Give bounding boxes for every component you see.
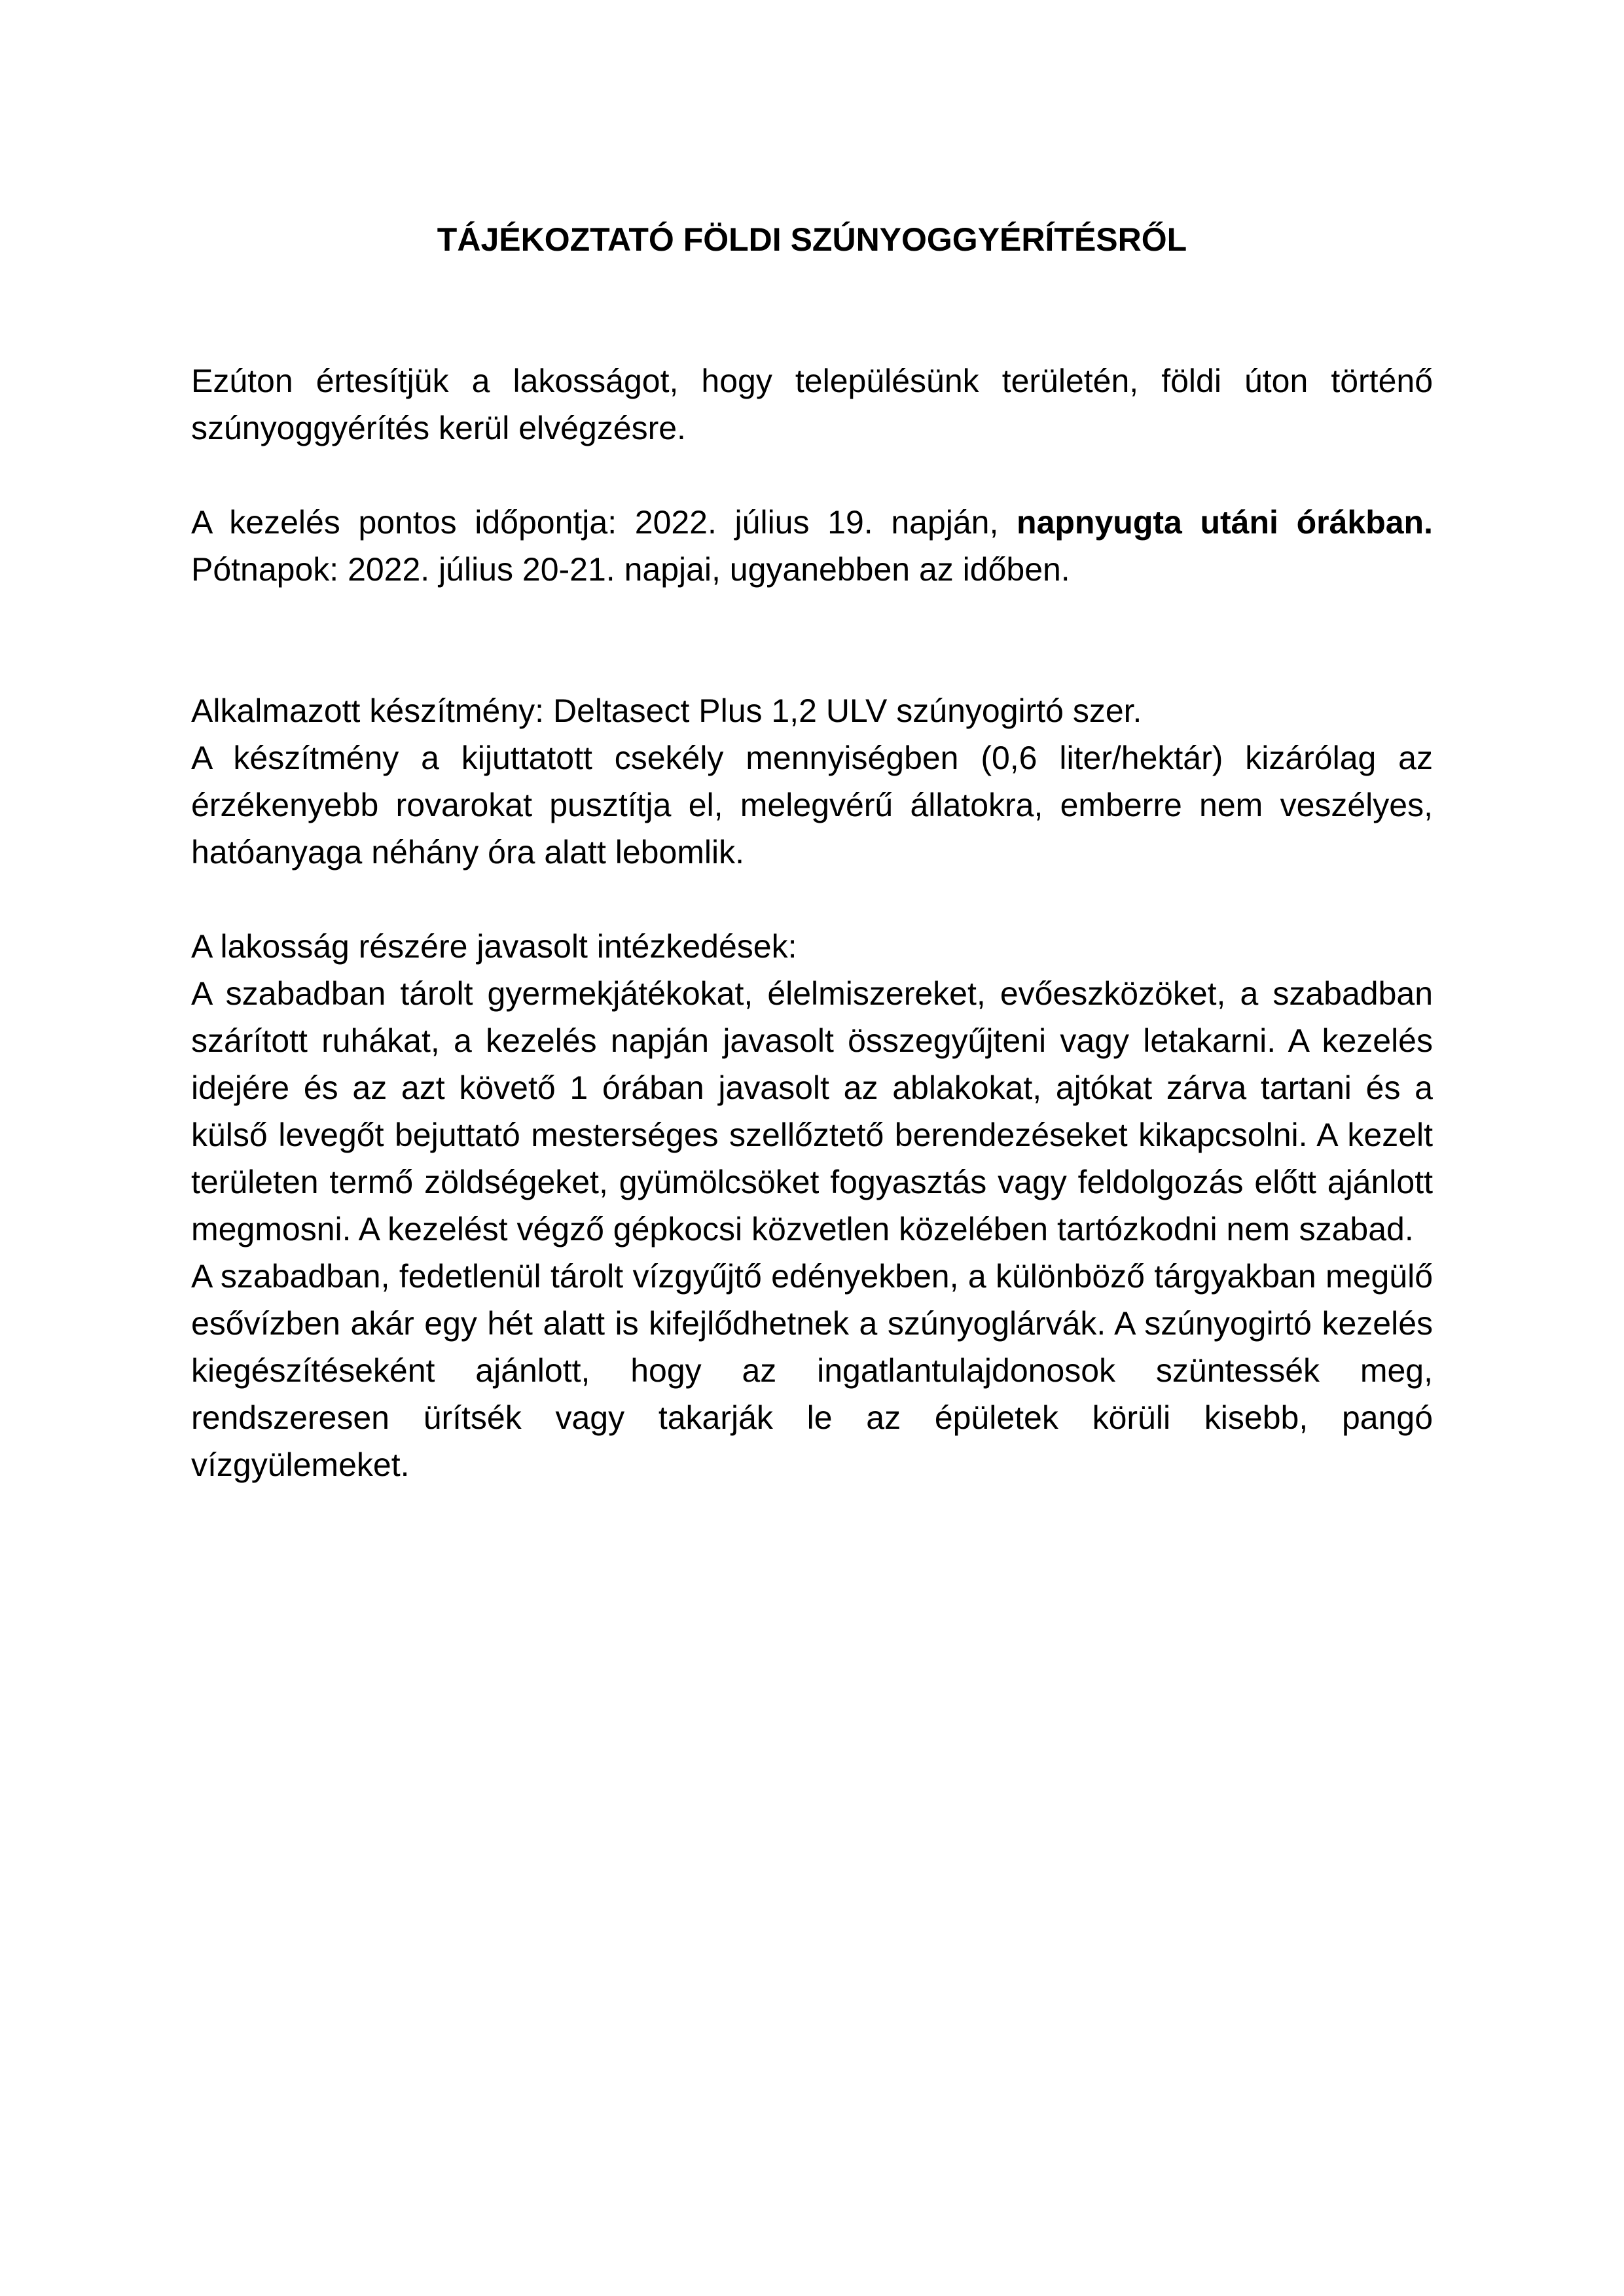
paragraph-schedule — [191, 499, 1433, 593]
paragraph-measures-body-1: A szabadban tárolt gyermekjátékokat, élelmiszereket, evőeszközöket, a szabadban szárított ruhákat, a kezelés napján javasolt összegyűjteni vagy letakarni. A kezelés idejére és az azt követő 1 órában javasolt az ablakokat, ajtókat zárva tartani és a külső levegőt bejuttató mesterséges szellőztető berendezéseket kikapcsolni. A kezelt területen termő zöldségeket, gyümölcsöket fogyasztás vagy feldolgozás előtt ajánlott megmosni. A kezelést végző gépkocsi közvetlen közelében tartózkodni nem szabad. — [191, 975, 1433, 1247]
schedule-text-before-bold: A kezelés pontos időpontja: 2022. július 19. napján, — [191, 504, 1017, 541]
document-title: TÁJÉKOZTATÓ FÖLDI SZÚNYOGGYÉRÍTÉSRŐL — [437, 221, 1187, 258]
paragraph-intro: Ezúton értesítjük a lakosságot, hogy településünk területén, földi úton történő szúnyoggyérítés kerül elvégzésre. — [191, 363, 1433, 446]
paragraph-preparation-details: A készítmény a kijuttatott csekély mennyiségben (0,6 liter/hektár) kizárólag az érzékenyebb rovarokat pusztítja el, melegvérű állatokra, emberre nem veszélyes, hatóanyaga néhány óra alatt lebomlik. — [191, 740, 1433, 870]
schedule-text-after-bold: Pótnapok: 2022. július 20-21. napjai, ugyanebben az időben. — [191, 551, 1070, 588]
schedule-text-bold: napnyugta utáni órákban. — [1017, 504, 1433, 541]
paragraph-measures-heading: A lakosság részére javasolt intézkedések: — [191, 928, 797, 965]
paragraph-measures-body-2: A szabadban, fedetlenül tárolt vízgyűjtő edényekben, a különböző tárgyakban megülő esővízben akár egy hét alatt is kifejlődhetnek a szúnyoglárvák. A szúnyogirtó kezelés kiegészítéseként ajánlott, hogy az ingatlantulajdonosok szüntessék meg, rendszeresen ürítsék vagy takarják le az épületek körüli kisebb, pangó vízgyülemeket. — [191, 1258, 1433, 1483]
paragraph-preparation-name: Alkalmazott készítmény: Deltasect Plus 1,2 ULV szúnyogirtó szer. — [191, 692, 1142, 729]
